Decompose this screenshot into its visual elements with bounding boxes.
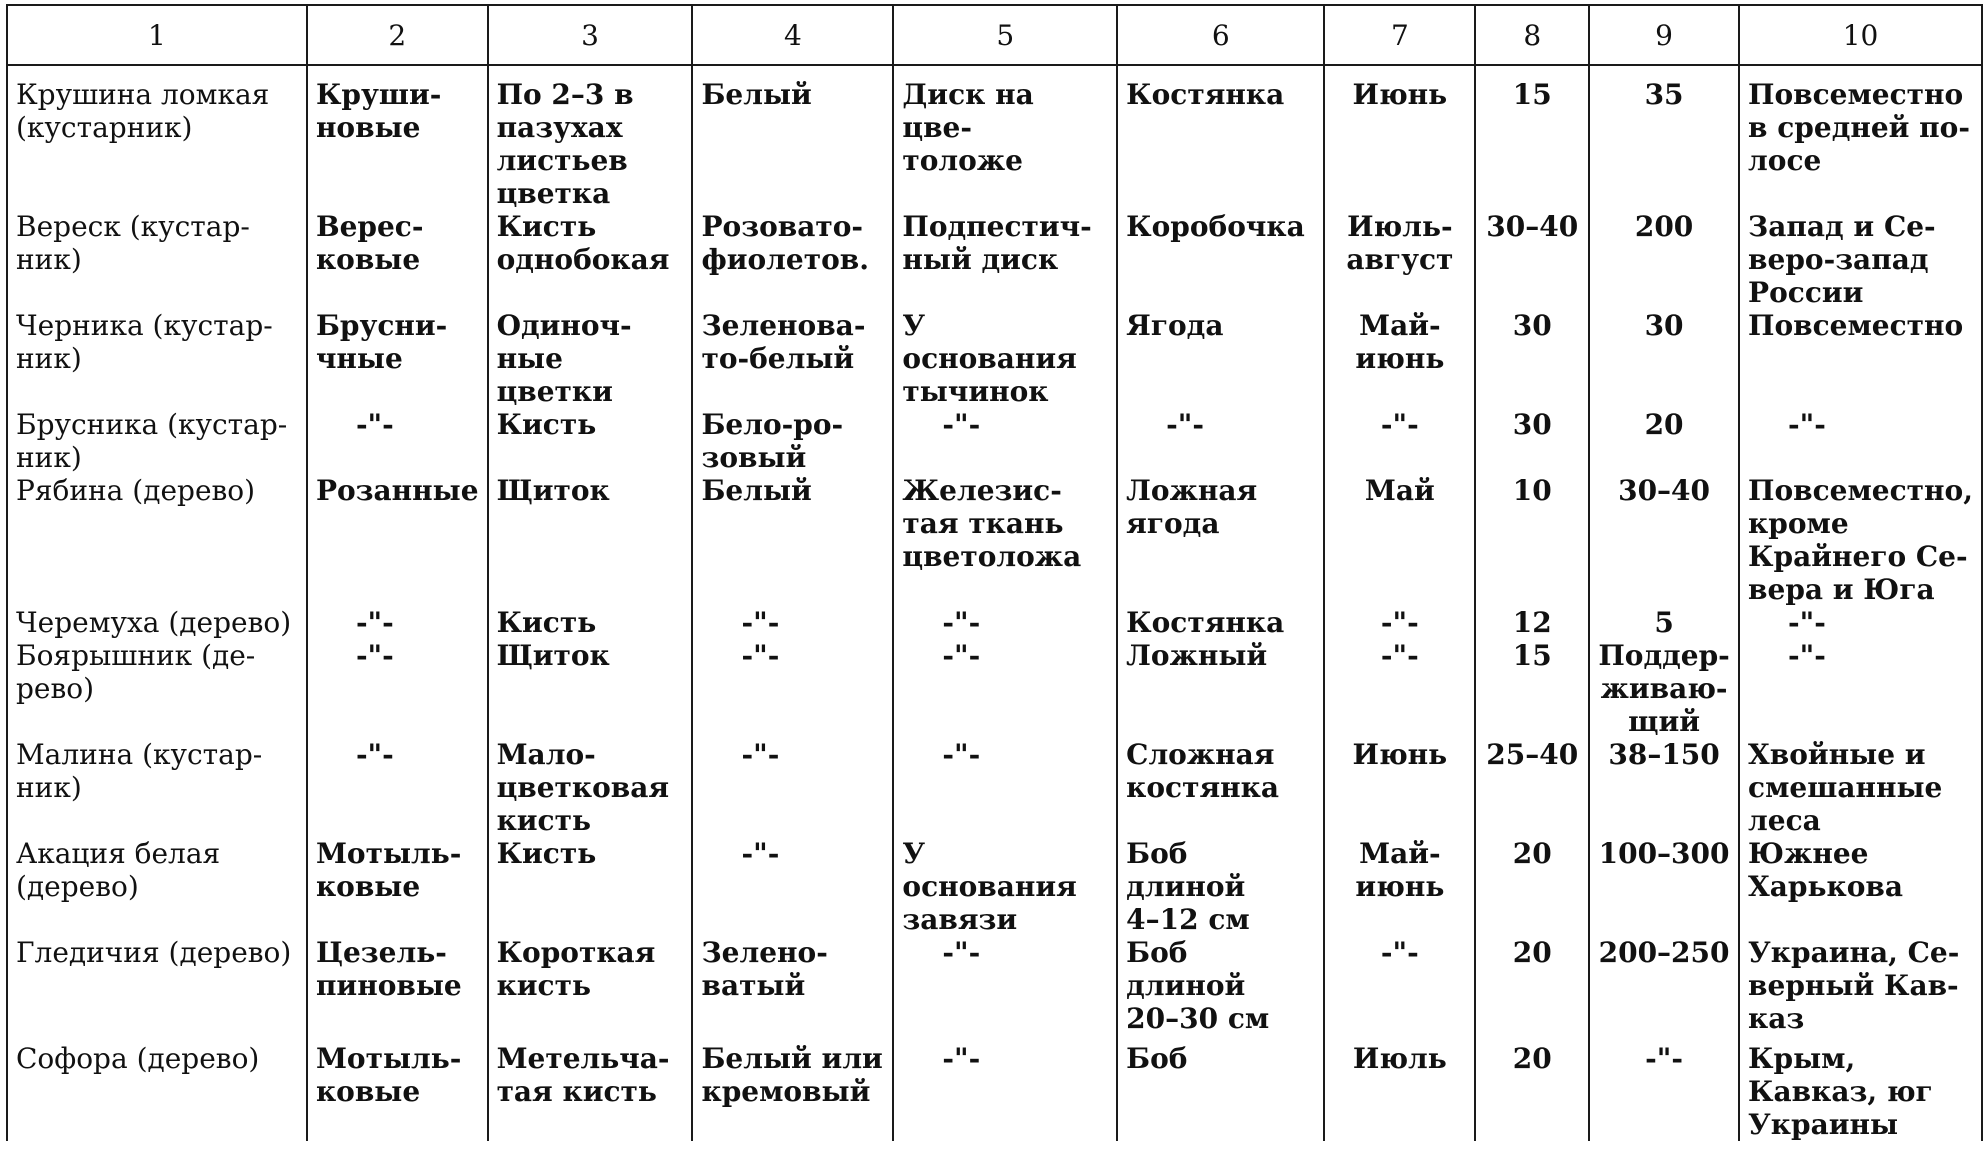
table-cell-col8: 20: [1475, 936, 1589, 1042]
ditto-mark: -"-: [942, 738, 981, 771]
ditto-mark: -"-: [1380, 639, 1419, 672]
ditto-mark: -"-: [355, 408, 394, 441]
table-cell-col3: Кисть: [488, 408, 693, 474]
table-row: [7, 738, 1982, 837]
table-cell-col9: 38–150: [1589, 738, 1739, 837]
table-cell-col4: Зелено- ватый: [692, 936, 893, 1042]
table-cell-col6: Боб длиной 4–12 см: [1117, 837, 1324, 936]
table-cell-col1: Рябина (дерево): [7, 474, 307, 606]
table-cell-col6: Боб: [1117, 1042, 1324, 1141]
table-row: [7, 1042, 1982, 1141]
table-cell-col2: [307, 606, 488, 639]
table-cell-col8: 20: [1475, 837, 1589, 936]
table-cell-col9: 30: [1589, 309, 1739, 408]
table-cell-col5: [893, 738, 1117, 837]
table-cell-col10: [1739, 606, 1982, 639]
table-cell-col2: [307, 408, 488, 474]
ditto-mark: -"-: [741, 639, 780, 672]
table-row: [7, 936, 1982, 1042]
table-cell-col4: [692, 639, 893, 738]
column-header-9: 9: [1589, 5, 1739, 65]
column-header-5: 5: [893, 5, 1117, 65]
table-cell-col5: У основания завязи: [893, 837, 1117, 936]
table-cell-col2: [307, 738, 488, 837]
table-cell-col1: Гледичия (дерево): [7, 936, 307, 1042]
table-cell-col3: Метельча- тая кисть: [488, 1042, 693, 1141]
plant-characteristics-table: [6, 4, 1983, 1141]
table-cell-col7: Май- июнь: [1324, 309, 1475, 408]
table-cell-col4: Белый: [692, 65, 893, 210]
table-cell-col10: Повсеместно в средней по- лосе: [1739, 65, 1982, 210]
table-cell-col9: [1589, 1042, 1739, 1141]
table-cell-col10: Повсеместно: [1739, 309, 1982, 408]
table-cell-col3: Кисть: [488, 606, 693, 639]
column-header-1: 1: [7, 5, 307, 65]
table-cell-col6: Коробочка: [1117, 210, 1324, 309]
table-cell-col1: Акация белая (дерево): [7, 837, 307, 936]
table-row: [7, 837, 1982, 936]
table-cell-col7: [1324, 606, 1475, 639]
table-cell-col10: Повсеместно, кроме Крайнего Се- вера и Юга: [1739, 474, 1982, 606]
table-row: [7, 309, 1982, 408]
table-cell-col10: Южнее Харькова: [1739, 837, 1982, 936]
table-cell-col3: Щиток: [488, 474, 693, 606]
table-cell-col8: 30–40: [1475, 210, 1589, 309]
table-cell-col4: Белый или кремовый: [692, 1042, 893, 1141]
column-header-2: 2: [307, 5, 488, 65]
column-number-header-row: [7, 5, 1982, 65]
table-cell-col4: [692, 606, 893, 639]
ditto-mark: -"-: [1380, 606, 1419, 639]
ditto-mark: -"-: [942, 1042, 981, 1075]
table-cell-col2: Круши- новые: [307, 65, 488, 210]
table-cell-col2: [307, 639, 488, 738]
ditto-mark: -"-: [355, 639, 394, 672]
ditto-mark: -"-: [1788, 606, 1826, 639]
table-cell-col4: [692, 738, 893, 837]
table-cell-col2: Мотыль- ковые: [307, 837, 488, 936]
reference-table-sheet: [6, 4, 1983, 1141]
table-cell-col3: Мало- цветковая кисть: [488, 738, 693, 837]
table-row: [7, 408, 1982, 474]
table-cell-col10: [1739, 639, 1982, 738]
table-cell-col6: Костянка: [1117, 606, 1324, 639]
table-cell-col10: Украина, Се- верный Кав- каз: [1739, 936, 1982, 1042]
ditto-mark: -"-: [741, 606, 780, 639]
table-cell-col1: Малина (кустар- ник): [7, 738, 307, 837]
table-cell-col2: Мотыль- ковые: [307, 1042, 488, 1141]
table-cell-col7: Май: [1324, 474, 1475, 606]
table-cell-col1: Вереск (кустар- ник): [7, 210, 307, 309]
ditto-mark: -"-: [741, 738, 780, 771]
table-cell-col6: Ягода: [1117, 309, 1324, 408]
column-header-3: 3: [488, 5, 693, 65]
table-cell-col7: Июль: [1324, 1042, 1475, 1141]
table-cell-col8: 30: [1475, 408, 1589, 474]
table-cell-col10: Крым, Кавказ, юг Украины: [1739, 1042, 1982, 1141]
table-row: [7, 474, 1982, 606]
table-cell-col10: Запад и Се- веро-запад России: [1739, 210, 1982, 309]
table-cell-col10: Хвойные и смешанные леса: [1739, 738, 1982, 837]
table-cell-col9: 5: [1589, 606, 1739, 639]
table-cell-col5: Диск на цве- толоже: [893, 65, 1117, 210]
table-cell-col4: [692, 837, 893, 936]
table-cell-col7: [1324, 408, 1475, 474]
table-cell-col6: Сложная костянка: [1117, 738, 1324, 837]
ditto-mark: -"-: [741, 837, 780, 870]
table-body: [7, 65, 1982, 1141]
table-cell-col6: [1117, 408, 1324, 474]
table-cell-col4: Розовато- фиолетов.: [692, 210, 893, 309]
column-header-7: 7: [1324, 5, 1475, 65]
table-cell-col1: Софора (дерево): [7, 1042, 307, 1141]
table-cell-col4: Зеленова- то-белый: [692, 309, 893, 408]
table-cell-col9: 200–250: [1589, 936, 1739, 1042]
table-cell-col7: [1324, 639, 1475, 738]
table-cell-col9: Поддер- живаю- щий: [1589, 639, 1739, 738]
table-cell-col3: Кисть: [488, 837, 693, 936]
table-cell-col9: 200: [1589, 210, 1739, 309]
table-cell-col7: Май- июнь: [1324, 837, 1475, 936]
table-cell-col1: Боярышник (де- рево): [7, 639, 307, 738]
ditto-mark: -"-: [1788, 639, 1826, 672]
table-cell-col1: Черемуха (дерево): [7, 606, 307, 639]
table-row: [7, 606, 1982, 639]
table-cell-col5: [893, 639, 1117, 738]
table-cell-col4: Белый: [692, 474, 893, 606]
table-cell-col3: Одиноч- ные цветки: [488, 309, 693, 408]
table-cell-col8: 25–40: [1475, 738, 1589, 837]
ditto-mark: -"-: [1645, 1042, 1683, 1075]
table-cell-col3: Короткая кисть: [488, 936, 693, 1042]
table-cell-col5: [893, 408, 1117, 474]
table-cell-col6: Ложный: [1117, 639, 1324, 738]
table-cell-col3: Кисть однобокая: [488, 210, 693, 309]
table-cell-col5: Железис- тая ткань цветоложа: [893, 474, 1117, 606]
ditto-mark: -"-: [355, 738, 394, 771]
table-cell-col9: 100–300: [1589, 837, 1739, 936]
column-header-8: 8: [1475, 5, 1589, 65]
table-cell-col6: Костянка: [1117, 65, 1324, 210]
ditto-mark: -"-: [942, 408, 981, 441]
table-cell-col8: 15: [1475, 65, 1589, 210]
table-cell-col7: Июнь: [1324, 65, 1475, 210]
table-cell-col9: 30–40: [1589, 474, 1739, 606]
table-cell-col1: Брусника (кустар- ник): [7, 408, 307, 474]
table-cell-col1: Крушина ломкая (кустарник): [7, 65, 307, 210]
table-cell-col7: Июнь: [1324, 738, 1475, 837]
table-cell-col5: [893, 936, 1117, 1042]
table-cell-col2: Цезель- пиновые: [307, 936, 488, 1042]
table-cell-col8: 10: [1475, 474, 1589, 606]
table-cell-col6: Боб длиной 20–30 см: [1117, 936, 1324, 1042]
table-cell-col5: Подпестич- ный диск: [893, 210, 1117, 309]
ditto-mark: -"-: [1380, 408, 1419, 441]
column-header-10: 10: [1739, 5, 1982, 65]
ditto-mark: -"-: [1788, 408, 1826, 441]
ditto-mark: -"-: [942, 606, 981, 639]
table-cell-col8: 12: [1475, 606, 1589, 639]
column-header-6: 6: [1117, 5, 1324, 65]
table-cell-col1: Черника (кустар- ник): [7, 309, 307, 408]
ditto-mark: -"-: [942, 639, 981, 672]
table-cell-col7: Июль- август: [1324, 210, 1475, 309]
table-cell-col8: 30: [1475, 309, 1589, 408]
table-cell-col8: 20: [1475, 1042, 1589, 1141]
table-row: [7, 210, 1982, 309]
ditto-mark: -"-: [1380, 936, 1419, 969]
table-cell-col7: [1324, 936, 1475, 1042]
table-cell-col5: У основания тычинок: [893, 309, 1117, 408]
table-cell-col2: Брусни- чные: [307, 309, 488, 408]
table-cell-col5: [893, 606, 1117, 639]
table-cell-col2: Розанные: [307, 474, 488, 606]
table-cell-col6: Ложная ягода: [1117, 474, 1324, 606]
table-cell-col3: Щиток: [488, 639, 693, 738]
ditto-mark: -"-: [355, 606, 394, 639]
table-cell-col2: Верес- ковые: [307, 210, 488, 309]
table-cell-col5: [893, 1042, 1117, 1141]
table-cell-col8: 15: [1475, 639, 1589, 738]
table-cell-col9: 20: [1589, 408, 1739, 474]
table-row: [7, 639, 1982, 738]
table-cell-col10: [1739, 408, 1982, 474]
table-row: [7, 65, 1982, 210]
ditto-mark: -"-: [1166, 408, 1204, 441]
table-cell-col3: По 2–3 в пазухах листьев цветка: [488, 65, 693, 210]
ditto-mark: -"-: [942, 936, 981, 969]
table-cell-col4: Бело-ро- зовый: [692, 408, 893, 474]
table-cell-col9: 35: [1589, 65, 1739, 210]
column-header-4: 4: [692, 5, 893, 65]
